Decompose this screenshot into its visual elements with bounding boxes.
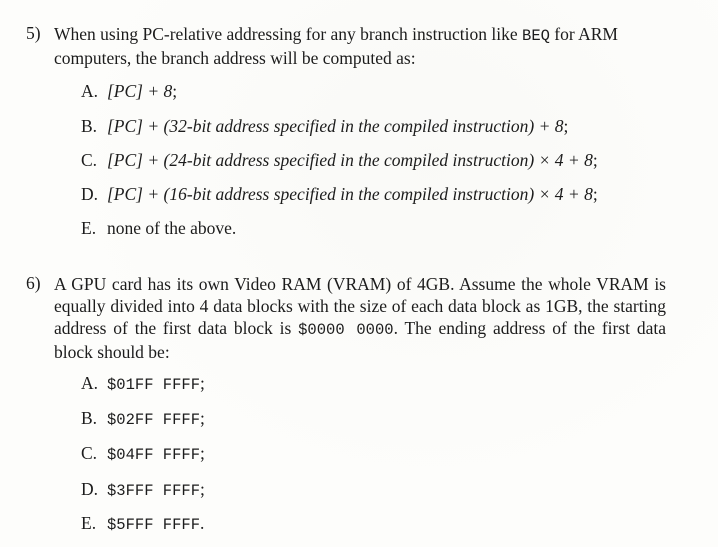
question-text: When using PC-relative addressing for any branch instruction like BEQ for ARM computers, the branch address will be computed as: xyxy=(54,24,618,68)
q5-option-e: E. none of the above. xyxy=(81,218,237,238)
q5-option-d: D. [PC] + (16-bit address specified in the compiled instruction) × 4 + 8; xyxy=(81,184,598,204)
question-6 xyxy=(26,273,666,363)
start-address: $0000 0000 xyxy=(298,321,394,339)
q5-option-a: A. [PC] + 8; xyxy=(81,81,178,101)
q5-option-c: C. [PC] + (24-bit address specified in the compiled instruction) × 4 + 8; xyxy=(81,150,598,170)
q6-option-d: D. $3FFF FFFF; xyxy=(81,479,205,500)
question-number: 5) xyxy=(26,23,41,43)
instruction-code: BEQ xyxy=(522,27,550,45)
q6-option-c: C. $04FF FFFF; xyxy=(81,443,205,464)
q5-option-b: B. [PC] + (32-bit address specified in the compiled instruction) + 8; xyxy=(81,116,569,136)
q6-option-b: B. $02FF FFFF; xyxy=(81,408,205,429)
q6-option-a: A. $01FF FFFF; xyxy=(81,373,205,394)
question-number: 6) xyxy=(26,273,41,293)
question-text: A GPU card has its own Video RAM (VRAM) of 4GB. Assume the whole VRAM is equally divided into 4 data blocks with the size of each data block as 1GB, the starting address of the first data block is $0000 0000. The ending address of the first data block should be: xyxy=(54,274,667,362)
question-5 xyxy=(26,23,666,69)
q6-option-e: E. $5FFF FFFF. xyxy=(81,513,205,534)
